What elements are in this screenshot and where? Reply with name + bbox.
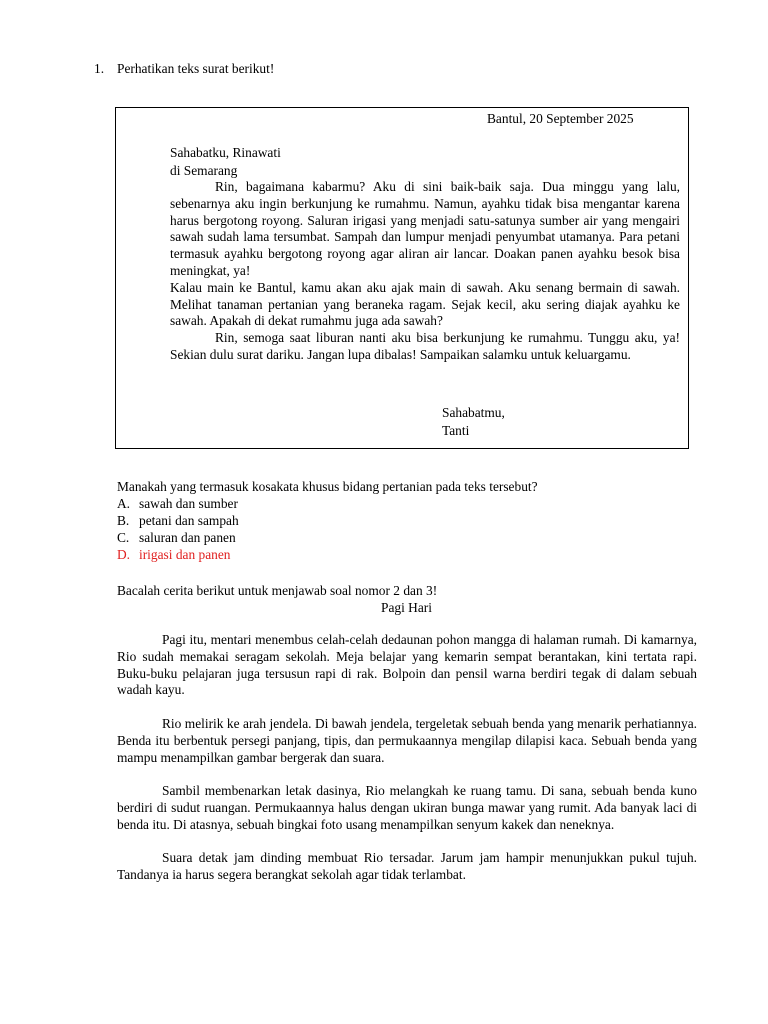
option-letter: B.	[117, 513, 130, 528]
story-body	[117, 632, 697, 901]
story-intro: Bacalah cerita berikut untuk menjawab soal nomor 2 dan 3!	[117, 583, 438, 598]
letter-closing: Sahabatmu,	[442, 405, 505, 420]
letter-signature: Tanti	[442, 423, 470, 438]
option-letter: D.	[117, 547, 131, 562]
mcq-option-a	[117, 496, 238, 512]
question-instruction: Perhatikan teks surat berikut!	[117, 61, 275, 76]
letter-location: di Semarang	[170, 163, 238, 178]
letter-date: Bantul, 20 September 2025	[487, 111, 634, 126]
question-number: 1.	[94, 61, 105, 76]
mcq-option-b	[117, 513, 239, 529]
letter-greeting: Sahabatku, Rinawati	[170, 145, 281, 160]
story-title: Pagi Hari	[381, 600, 432, 615]
story-paragraph: Suara detak jam dinding membuat Rio tersadar. Jarum jam hampir menunjukkan pukul tujuh. Tandanya ia harus segera berangkat sekolah agar tidak terlambat.	[117, 850, 697, 883]
letter-paragraph: Rin, semoga saat liburan nanti aku bisa berkunjung ke rumahmu. Tunggu aku, ya! Sekian dulu surat dariku. Jangan lupa dibalas! Sampaikan salamku untuk keluargamu.	[170, 330, 680, 362]
letter-paragraph: Rin, bagaimana kabarmu? Aku di sini baik-baik saja. Dua minggu yang lalu, sebenarnya aku ingin berkunjung ke rumahmu. Namun, ayahku tidak bisa mengantar karena harus bergotong royong. Saluran irigasi yang menjadi satu-satunya sumber air yang mengairi sawah sudah lama tersumbat. Sampah dan lumpur menjadi penyumbat utamanya. Para petani termasuk ayahku bergotong royong agar aliran air lancar. Doakan panen ayahku besok bisa meningkat, ya!	[170, 179, 680, 278]
option-text: irigasi dan panen	[139, 547, 231, 562]
mcq-option-d-correct	[117, 547, 230, 563]
letter-body	[170, 179, 680, 364]
mcq-option-c	[117, 530, 236, 546]
option-text: petani dan sampah	[139, 513, 239, 528]
story-paragraph: Pagi itu, mentari menembus celah-celah dedaunan pohon mangga di halaman rumah. Di kamarnya, Rio sudah memakai seragam sekolah. Meja belajar yang kemarin sempat berantakan, kini tertata rapi. Buku-buku pelajaran juga tersusun rapi di rak. Bolpoin dan pensil warna berdiri tegak di dalam sebuah wadah kayu.	[117, 632, 697, 698]
story-paragraph: Rio melirik ke arah jendela. Di bawah jendela, tergeletak sebuah benda yang menarik perhatiannya. Benda itu berbentuk persegi panjang, tipis, dan permukaannya mengilap dilapisi kaca. Sebuah benda yang mampu menampilkan gambar bergerak dan suara.	[117, 715, 697, 765]
option-letter: A.	[117, 496, 131, 511]
option-text: sawah dan sumber	[139, 496, 238, 511]
story-paragraph: Sambil membenarkan letak dasinya, Rio melangkah ke ruang tamu. Di sana, sebuah benda kuno berdiri di sudut ruangan. Permukaannya halus dengan ukiran bunga mawar yang rumit. Ada banyak laci di benda itu. Di atasnya, sebuah bingkai foto usang menampilkan senyum kakek dan neneknya.	[117, 783, 697, 832]
letter-paragraph: Kalau main ke Bantul, kamu akan aku ajak main di sawah. Aku senang bermain di sawah. Melihat tanaman pertanian yang beraneka ragam. Sejak kecil, aku sering diajak ayahku ke sawah. Apakah di dekat rumahmu juga ada sawah?	[170, 279, 680, 329]
option-text: saluran dan panen	[139, 530, 236, 545]
mcq-question: Manakah yang termasuk kosakata khusus bidang pertanian pada teks tersebut?	[117, 479, 538, 494]
option-letter: C.	[117, 530, 130, 545]
